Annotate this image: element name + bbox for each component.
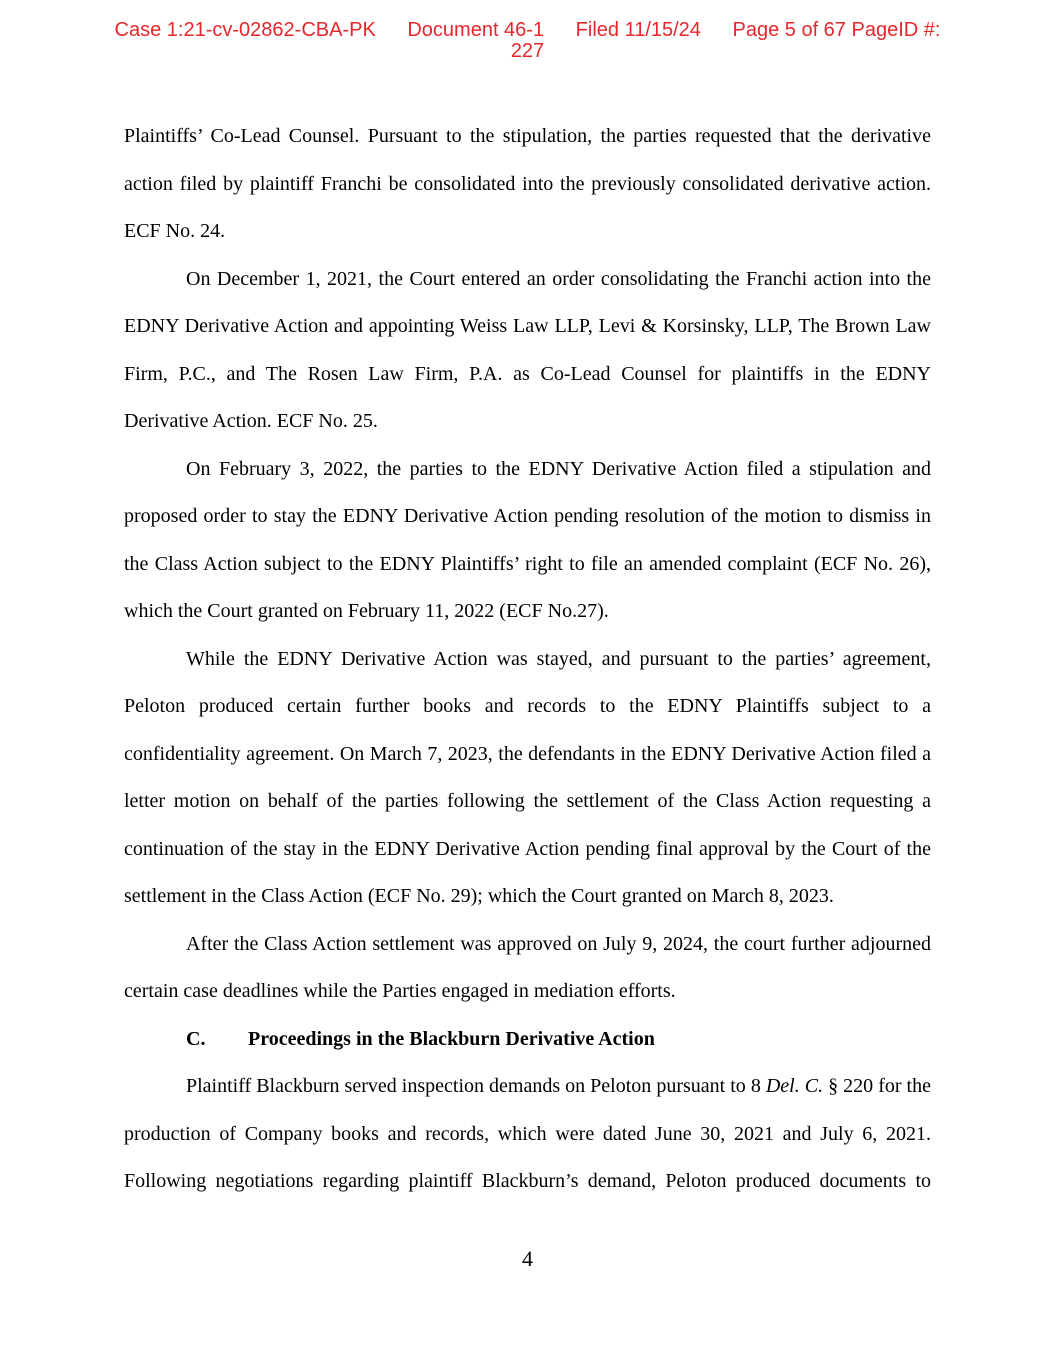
paragraph: On February 3, 2022, the parties to the EDNY Derivative Action filed a stipulation and proposed order to stay the EDNY Derivative Action pending resolution of the motion to dismiss in the Class Action subject to the EDNY Plaintiffs’ right to file an amended complaint (ECF No. 26), which the Court granted on February 11, 2022 (ECF No.27). [124, 457, 931, 622]
paragraph [124, 1063, 931, 1206]
paragraph-text: Plaintiff Blackburn served inspection demands on Peloton pursuant to 8 [186, 1075, 766, 1097]
paragraph: Plaintiffs’ Co-Lead Counsel. Pursuant to the stipulation, the parties requested that the derivative action filed by plaintiff Franchi be consolidated into the previously consolidated derivative action. ECF No. 24. [124, 125, 931, 242]
section-title: Proceedings in the Blackburn Derivative Action [248, 1027, 655, 1050]
document-number: Document 46-1 [407, 19, 545, 41]
page-id: 227 [510, 40, 545, 62]
page-info: Page 5 of 67 PageID #: [732, 19, 941, 41]
paragraph: While the EDNY Derivative Action was stayed, and pursuant to the parties’ agreement, Peloton produced certain further books and records to the EDNY Plaintiffs subject to a confidentiality agreement. On March 7, 2023, the defendants in the EDNY Derivative Action filed a letter motion on behalf of the parties following the settlement of the Class Action requesting a continuation of the stay in the EDNY Derivative Action pending final approval by the Court of the settlement in the Class Action (ECF No. 29); which the Court granted on March 8, 2023. [124, 647, 931, 907]
document-body [124, 113, 931, 1206]
case-number: Case 1:21-cv-02862-CBA-PK [114, 19, 376, 41]
italic-citation: Del. C. [765, 1075, 824, 1097]
court-filing-header [0, 20, 1055, 62]
paragraph-text: § 220 for the production of Company books and records, which were dated June 30, 2021 and July 6, 2021. Following negotiations regarding plaintiff Blackburn’s demand, Peloton produced documents to [124, 1075, 931, 1192]
filed-date: Filed 11/15/24 [575, 19, 701, 41]
section-letter: C. [186, 1027, 206, 1050]
paragraph: After the Class Action settlement was approved on July 9, 2024, the court further adjourned certain case deadlines while the Parties engaged in mediation efforts. [124, 932, 931, 1002]
section-heading [124, 1016, 931, 1064]
paragraph: On December 1, 2021, the Court entered an order consolidating the Franchi action into the EDNY Derivative Action and appointing Weiss Law LLP, Levi & Korsinsky, LLP, The Brown Law Firm, P.C., and The Rosen Law Firm, P.A. as Co-Lead Counsel for plaintiffs in the EDNY Derivative Action. ECF No. 25. [124, 267, 931, 432]
page-number: 4 [522, 1246, 533, 1271]
